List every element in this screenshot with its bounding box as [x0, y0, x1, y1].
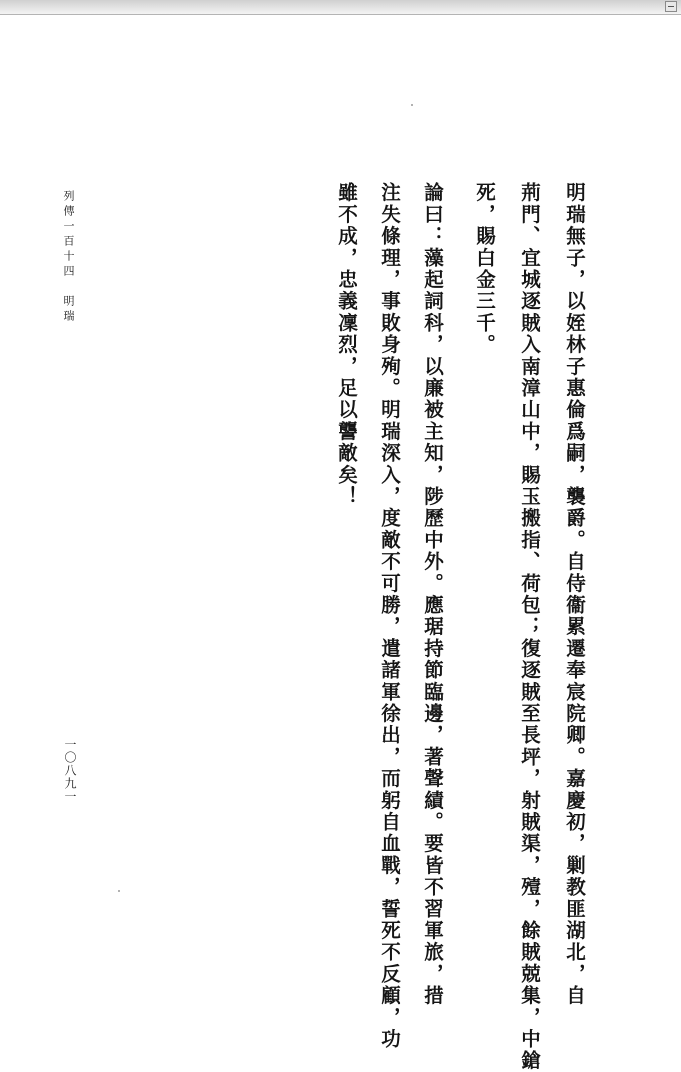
scan-speck — [118, 890, 120, 892]
minimize-icon[interactable] — [665, 1, 677, 12]
page-number: 一〇八九一 — [63, 738, 77, 803]
text-column-2: 荊門、宜城逐賊入南漳山中，賜玉搬指、荷包；復逐賊至長坪，射賊渠，殪，餘賊兢集，中鎗 — [518, 182, 541, 1072]
scan-speck — [411, 104, 413, 106]
text-column-6: 雖不成，忠義凜烈，足以讋敵矣！ — [335, 182, 358, 508]
text-column-1: 明瑞無子，以姪林子惠倫爲嗣，襲爵。自侍衞累遷奉宸院卿。嘉慶初，剿教匪湖北，自 — [563, 182, 586, 1007]
text-column-3: 死，賜白金三千。 — [473, 182, 496, 356]
window-title-bar — [0, 0, 681, 15]
text-column-4: 論曰：藻起詞科，以廉被主知，陟歷中外。應琚持節臨邊，著聲績。要皆不習軍旅，措 — [421, 182, 444, 1007]
running-header: 列傳一百十四 明瑞 — [62, 190, 75, 325]
text-column-5: 注失條理，事敗身殉。明瑞深入，度敵不可勝，遣諸軍徐出，而躬自血戰，誓死不反顧，功 — [378, 182, 401, 1050]
